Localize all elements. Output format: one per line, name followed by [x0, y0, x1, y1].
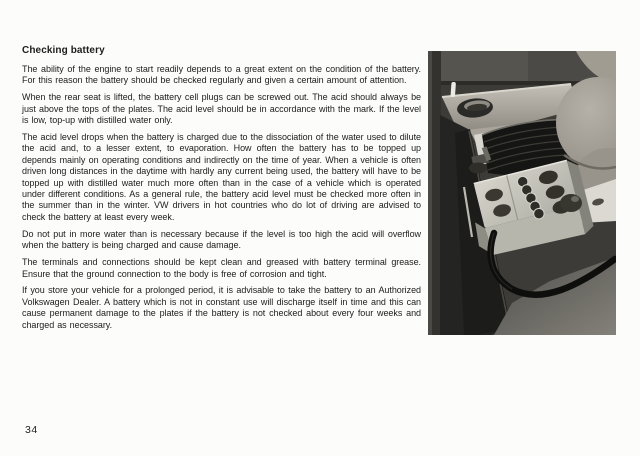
text-column — [22, 45, 421, 337]
battery-photo-illustration — [428, 51, 616, 335]
body-paragraph: When the rear seat is lifted, the battery cell plugs can be screwed out. The acid should always be just above the tops of the plates. The acid level should be in accordance with the mark. If the level is low, top-up with distilled water only. — [22, 92, 421, 126]
section-heading: Checking battery — [22, 45, 105, 56]
body-paragraph: Do not put in more water than is necessary because if the level is too high the acid will overflow when the battery is being charged and cause damage. — [22, 228, 421, 251]
battery-compartment-photo — [428, 51, 616, 335]
body-paragraph: The ability of the engine to start readily depends to a great extent on the condition of the battery. For this reason the battery should be checked regularly and given a certain amount of attention. — [22, 64, 421, 86]
body-paragraph: The terminals and connections should be kept clean and greased with battery terminal grease. Ensure that the ground connection to the body is free of corrosion and tight. — [22, 257, 421, 279]
page-number: 34 — [25, 424, 38, 436]
body-paragraph: The acid level drops when the battery is charged due to the dissociation of the water used to dilute the acid and, to a lesser extent, to evaporation. How often the battery has to be topped up depends mainly on operating conditions and indirectly on the time of year. When a vehicle is often driven long distances in the daytime with hardly any current being used, the battery will have to be topped up with distilled water much more often than in the case of a vehicle which is operated under different conditions. As a general rule, the battery acid level must be checked more often in the summer than in the winter. VW drivers in hot countries who do lot of driving are advised to check the battery at least every week. — [22, 132, 421, 222]
body-paragraph: If you store your vehicle for a prolonged period, it is advisable to take the battery to an Authorized Volkswagen Dealer. A battery which is not in constant use will discharge itself in time and this can cause permanent damage to the plates if the battery is not checked about every four weeks and charged as necessary. — [22, 285, 421, 330]
